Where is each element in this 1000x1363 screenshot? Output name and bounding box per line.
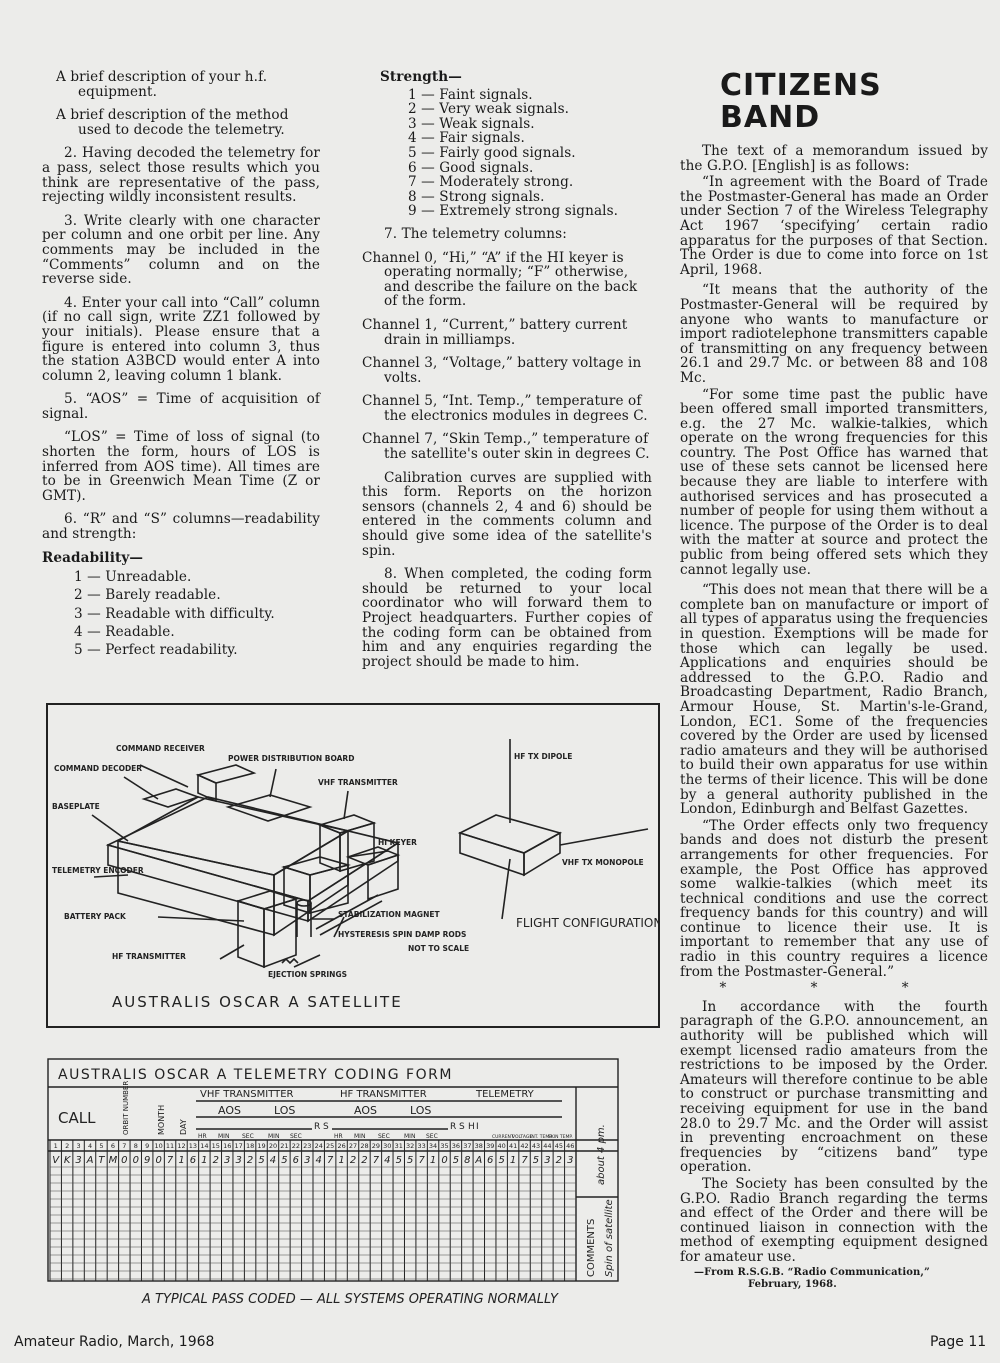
form-entry-char: 5 — [452, 1155, 460, 1166]
form-entry-char: 0 — [155, 1155, 162, 1166]
list-item: 3 — Readable with difficulty. — [74, 605, 275, 622]
satellite-drawing — [48, 705, 658, 1026]
readability-heading: Readability— — [42, 549, 144, 566]
form-entry-char: 8 — [464, 1155, 471, 1166]
strength-heading: Strength— — [380, 69, 462, 85]
form-entry-char: 2 — [349, 1155, 357, 1166]
form-column-number: 43 — [531, 1142, 541, 1150]
sub-hf-min: MIN — [354, 1133, 366, 1140]
sub-skin-temp: SKIN TEMP. — [548, 1135, 573, 1140]
paragraph: “LOS” = Time of loss of signal (to shorten the form, hours of LOS is inferred from AOS time). All times are to be in Greenwich Mean Time (Z or GMT). — [42, 429, 320, 504]
form-column-number: 33 — [417, 1142, 426, 1150]
list-item: 1 — Faint signals. — [408, 86, 533, 103]
form-entry-char: 0 — [441, 1155, 448, 1166]
form-entry-char: 1 — [429, 1155, 437, 1166]
list-item: 9 — Extremely strong signals. — [408, 203, 619, 220]
form-entry-char: 1 — [338, 1155, 345, 1166]
form-column-number: 24 — [314, 1142, 323, 1150]
sub-los-min: MIN — [268, 1133, 280, 1140]
sub-hf-hr: HR — [334, 1133, 343, 1140]
footer-publication: Amateur Radio, March, 1968 — [14, 1334, 215, 1350]
paragraph: Channel 5, “Int. Temp.,” temperature of the electronics modules in degrees C. — [362, 393, 648, 424]
form-column-number: 10 — [154, 1142, 163, 1150]
paragraph: Calibration curves are supplied with this form. Reports on the horizon sensors (channels 2, 4 and 6) should be entered in the comments column and should give some idea of the satellite's spin. — [362, 469, 652, 559]
form-header-r-hf: R — [450, 1122, 457, 1132]
label-ejection-springs: EJECTION SPRINGS — [268, 970, 348, 979]
form-entry-char: 1 — [201, 1155, 208, 1166]
paragraph: “In agreement with the Board of Trade the Postmaster-General has made an Order under Section 7 of the Wireless Telegraphy Act 1967 ‘specifying’ certain radio apparatus for the purposes of that Section. The Order is due to come into force on 1st April, 1968. — [680, 174, 988, 278]
form-header-vhf: VHF TRANSMITTER — [200, 1089, 294, 1100]
list-item: 5 — Fairly good signals. — [408, 144, 576, 161]
form-entry-char: 1 — [178, 1155, 185, 1166]
form-column-number: 3 — [76, 1142, 81, 1150]
readability-list — [42, 568, 320, 659]
sub-min: MIN — [218, 1133, 230, 1140]
form-column-number: 6 — [110, 1142, 115, 1150]
form-caption: A TYPICAL PASS CODED — ALL SYSTEMS OPERATING NORMALLY — [142, 1292, 558, 1307]
paragraph: 2. Having decoded the telemetry for a pass, select those results which you think are representative of the pass, rejecting wildly inconsistent results. — [42, 145, 320, 206]
paragraph: 7. The telemetry columns: — [384, 225, 567, 242]
form-entry-char: A — [86, 1155, 94, 1166]
sub-current: CURRENT — [492, 1135, 514, 1140]
form-column-number: 7 — [122, 1142, 127, 1150]
sub-hf-los-sec: SEC — [426, 1133, 438, 1140]
form-column-number: 46 — [566, 1142, 575, 1150]
label-command-decoder: COMMAND DECODER — [54, 764, 143, 773]
form-column-number: 31 — [394, 1142, 403, 1150]
sub-hf-los-min: MIN — [404, 1133, 416, 1140]
form-column-number: 17 — [234, 1142, 243, 1150]
form-entry-char: K — [63, 1155, 71, 1166]
form-entry-char: 6 — [292, 1155, 300, 1166]
form-drawing — [46, 1057, 660, 1307]
form-entry-char: 3 — [567, 1155, 574, 1166]
form-column-number: 13 — [188, 1142, 198, 1150]
source-line: February, 1968. — [748, 1278, 837, 1290]
form-column-number: 15 — [211, 1142, 220, 1150]
form-header-r: R — [314, 1122, 321, 1132]
form-header-s-hf: S — [459, 1122, 465, 1132]
sub-hf-sec: SEC — [378, 1133, 390, 1140]
middle-column — [362, 70, 652, 678]
label-power-board: POWER DISTRIBUTION BOARD — [228, 754, 355, 763]
sub-los-sec: SEC — [290, 1133, 302, 1140]
paragraph: 8. When completed, the coding form should be returned to your local coordinator who will forward them to Project headquarters. Further copies of the coding form can be obtained from him and any enquiries regarding the project should be made to him. — [362, 566, 652, 670]
form-column-number: 9 — [145, 1142, 150, 1150]
form-header-s: S — [323, 1122, 329, 1132]
label-baseplate: BASEPLATE — [52, 802, 100, 811]
form-column-number: 42 — [520, 1142, 529, 1150]
form-column-number: 1 — [53, 1142, 58, 1150]
telemetry-coding-form — [46, 1057, 660, 1307]
form-column-number: 4 — [87, 1142, 93, 1150]
sub-hr: HR — [198, 1133, 207, 1140]
list-item: 5 — Perfect readability. — [74, 642, 238, 659]
form-entry-char: T — [98, 1155, 105, 1166]
paragraph: A brief description of your h.f. equipment. — [56, 69, 268, 100]
paragraph: 5. “AOS” = Time of acquisition of signal. — [42, 391, 320, 422]
label-hi-keyer: HI KEYER — [378, 838, 417, 847]
form-column-number: 12 — [177, 1142, 186, 1150]
sub-int-temp: INT. TEMP. — [530, 1135, 553, 1140]
form-column-number: 40 — [497, 1142, 506, 1150]
paragraph: “This does not mean that there will be a complete ban on manufacture or import of all types of apparatus using the frequencies in question. Exemptions will be made for those which can legally be used. Applications and enquiries should be addressed to the G.P.O. Radio and Broadcasting Department, Radio Branch, Armour House, St. Martin's-le-Grand, London, EC1. Some of the frequencies covered by the Order are used by licensed radio amateurs and they will be authorised to build their own apparatus for use within the terms of their licence. This will be done by a general authority published in the London, Edinburgh and Belfast Gazettes. — [680, 582, 988, 818]
form-column-number: 29 — [371, 1142, 381, 1150]
form-entry-char: 2 — [246, 1155, 254, 1166]
paragraph: A brief description of the method used to decode the telemetry. — [56, 107, 289, 138]
form-entry-char: 3 — [235, 1155, 242, 1166]
form-entry-char: 6 — [487, 1155, 494, 1166]
label-telemetry-encoder: TELEMETRY ENCODER — [52, 866, 144, 875]
list-item: 2 — Very weak signals. — [408, 101, 570, 118]
form-entry-char: 5 — [532, 1155, 540, 1166]
form-entry-char: V — [52, 1155, 60, 1166]
form-column-number: 35 — [440, 1142, 449, 1150]
form-entry-char: 5 — [407, 1155, 414, 1166]
label-vhf-transmitter: VHF TRANSMITTER — [318, 778, 398, 787]
sub-voltage: VOLTAGE — [512, 1135, 533, 1140]
source-line: —From R.S.G.B. “Radio Communication,” — [694, 1266, 930, 1278]
form-entry-char: 2 — [555, 1155, 563, 1166]
paragraph: 6. “R” and “S” columns—readability and strength: — [42, 511, 320, 543]
paragraph: In accordance with the fourth paragraph of the G.P.O. announcement, an authority will be published which will exempt licensed radio amateurs from the restrictions to be imposed by the Order. Amateurs will therefore continue to be able to construct or purchase transmitting and receiving equipment for use in the band 28.0 to 29.7 Mc. and the Order will assist in preventing encroachment on these frequencies by “citizens band” type operation. — [680, 998, 988, 1176]
form-column-number: 28 — [360, 1142, 369, 1150]
footer-page-number: Page 11 — [930, 1334, 987, 1350]
form-column-number: 37 — [463, 1142, 472, 1150]
form-entry-char: 7 — [372, 1155, 380, 1166]
strength-list — [362, 88, 652, 219]
form-entry-char: 2 — [212, 1155, 219, 1166]
form-header-orbit: ORBIT NUMBER — [122, 1080, 130, 1135]
sub-sec: SEC — [242, 1133, 254, 1140]
paragraph: 4. Enter your call into “Call” column (if no call sign, write ZZ1 followed by your initials). Please ensure that a figure is entered into column 3, thus the station A3BCD would enter A into column 2, leaving column 1 blank. — [42, 294, 320, 384]
form-header-telemetry: TELEMETRY — [476, 1089, 534, 1100]
paragraph: Channel 1, “Current,” battery current drain in milliamps. — [362, 316, 628, 348]
paragraph: “The Order effects only two frequency bands and does not disturb the present arrangements for other frequencies. For example, the Post Office has approved some walkie-talkies (which meet its technical conditions and use the correct frequency bands for this country) and will continue to licence their use. It is important to remember that any use of radio in this country requires a licence from the Postmaster-General.” — [680, 817, 988, 980]
form-column-number: 11 — [165, 1142, 175, 1150]
form-column-number: 21 — [280, 1142, 289, 1150]
paragraph: “It means that the authority of the Postmaster-General will be required by anyone who wants to manufacture or import radiotelephone transmitters capable of transmitting on any frequency between 26.1 and 29.7 Mc. or between 88 and 108 Mc. — [680, 282, 988, 386]
list-item: 7 — Moderately strong. — [408, 174, 574, 191]
list-item: 4 — Fair signals. — [408, 130, 525, 147]
form-header-day: DAY — [179, 1119, 188, 1135]
form-column-number: 41 — [508, 1142, 518, 1150]
form-column-number: 2 — [65, 1142, 70, 1150]
label-command-receiver: COMMAND RECEIVER — [116, 744, 205, 753]
form-column-number: 14 — [200, 1142, 209, 1150]
form-entry-char: 3 — [224, 1155, 231, 1166]
form-column-number: 25 — [326, 1142, 335, 1150]
form-title: AUSTRALIS OSCAR A TELEMETRY CODING FORM — [58, 1067, 453, 1083]
form-header-h: H — [468, 1122, 475, 1132]
form-header-hf: HF TRANSMITTER — [340, 1089, 427, 1100]
form-comment-entry: Spin of satellite — [604, 1199, 615, 1277]
form-column-number: 30 — [383, 1142, 392, 1150]
section-divider: * * * — [719, 980, 949, 997]
list-item: 6 — Good signals. — [408, 159, 534, 176]
list-item: 3 — Weak signals. — [408, 115, 535, 132]
form-header-los: LOS — [274, 1104, 296, 1117]
form-column-number: 38 — [474, 1142, 483, 1150]
paragraph: 3. Write clearly with one character per column and one orbit per line. Any comments may be included in the “Comments” column and on the reverse side. — [42, 212, 320, 288]
form-entry-char: 7 — [326, 1155, 334, 1166]
form-entry-char: 7 — [418, 1155, 425, 1166]
form-entry-char: 7 — [521, 1155, 528, 1166]
form-entry-char: 5 — [498, 1155, 505, 1166]
form-entry-char: 5 — [395, 1155, 402, 1166]
form-entry-char: 3 — [304, 1155, 311, 1166]
form-column-number: 18 — [245, 1142, 255, 1150]
label-hf-transmitter: HF TRANSMITTER — [112, 952, 186, 961]
form-entry-char: 0 — [121, 1155, 128, 1166]
form-entry-char: 1 — [509, 1155, 517, 1166]
label-battery-pack: BATTERY PACK — [64, 912, 126, 921]
satellite-figure — [46, 703, 660, 1028]
form-entry-char: M — [108, 1155, 118, 1166]
form-column-number: 44 — [543, 1142, 552, 1150]
form-header-month: MONTH — [157, 1104, 166, 1135]
form-entry-char: 3 — [544, 1155, 551, 1166]
form-column-number: 5 — [99, 1142, 104, 1150]
list-item: 4 — Readable. — [74, 623, 175, 640]
satellite-caption: AUSTRALIS OSCAR A SATELLITE — [112, 993, 403, 1011]
form-column-number: 20 — [268, 1142, 278, 1150]
left-column — [42, 70, 320, 659]
paragraph: The text of a memorandum issued by the G.P.O. [English] is as follows: — [680, 143, 988, 174]
form-entry-char: 2 — [361, 1155, 368, 1166]
paragraph: Channel 7, “Skin Temp.,” temperature of the satellite's outer skin in degrees C. — [362, 431, 650, 463]
form-column-number: 22 — [291, 1142, 300, 1150]
form-column-number: 19 — [257, 1142, 266, 1150]
form-note: about 4 pm. — [596, 1124, 607, 1185]
label-stabilization-magnet: STABILIZATION MAGNET — [338, 910, 440, 919]
form-column-number: 34 — [428, 1142, 438, 1150]
paragraph: Channel 3, “Voltage,” battery voltage in volts. — [362, 355, 642, 386]
label-hysteresis: HYSTERESIS SPIN DAMP RODS — [338, 930, 467, 939]
form-header-i: I — [476, 1122, 479, 1132]
form-entry-char: 4 — [384, 1155, 391, 1166]
form-entry-char: 7 — [166, 1155, 174, 1166]
list-item: 8 — Strong signals. — [408, 188, 545, 205]
form-entry-char: 0 — [132, 1155, 139, 1166]
paragraph: “For some time past the public have been offered small imported transmitters, e.g. the 27 Mc. walkie-talkies, which operate on the wrong frequencies for this country. The Post Office has warned that use of these sets cannot be licensed here because they are liable to interfere with authorised services and has prosecuted a number of people for using them without a licence. The purpose of the Order is to deal with the matter at source and protect the public from being offered sets which they cannot legally use. — [680, 386, 988, 578]
form-header-call: CALL — [58, 1109, 96, 1127]
form-entry-char: 4 — [269, 1155, 277, 1166]
form-entry-char: 5 — [258, 1155, 265, 1166]
article-headline: CITIZENS BAND — [720, 68, 882, 135]
form-entry-char: 5 — [281, 1155, 288, 1166]
label-hf-dipole: HF TX DIPOLE — [514, 752, 573, 761]
form-entry-char: 6 — [189, 1155, 197, 1166]
form-column-number: 32 — [406, 1142, 415, 1150]
form-column-number: 45 — [554, 1142, 563, 1150]
paragraph: Channel 0, “Hi,” “A” if the HI keyer is operating normally; “F” otherwise, and describe the failure on the back of the form. — [362, 249, 638, 310]
form-column-number: 36 — [451, 1142, 461, 1150]
label-vhf-monopole: VHF TX MONOPOLE — [562, 858, 644, 867]
form-header-aos-hf: AOS — [354, 1104, 377, 1117]
form-comments-header: COMMENTS — [586, 1218, 597, 1277]
paragraph: The Society has been consulted by the G.P.O. Radio Branch regarding the terms and effect of the Order and there will be continued liaison in connection with the method of exempting equipment designed for amateur use. — [680, 1175, 988, 1265]
label-not-to-scale: NOT TO SCALE — [408, 944, 470, 953]
form-column-number: 16 — [223, 1142, 232, 1150]
form-column-number: 26 — [337, 1142, 346, 1150]
form-entry-char: 3 — [75, 1155, 82, 1166]
list-item: 1 — Unreadable. — [74, 569, 192, 586]
form-column-number: 39 — [486, 1142, 495, 1150]
form-header-aos: AOS — [218, 1104, 241, 1117]
label-flight-configuration: FLIGHT CONFIGURATION — [516, 916, 658, 930]
form-column-number: 8 — [133, 1142, 138, 1150]
form-entry-char: 9 — [144, 1155, 151, 1166]
form-column-number: 23 — [303, 1142, 312, 1150]
form-header-los-hf: LOS — [410, 1104, 432, 1117]
right-column — [680, 70, 988, 1291]
form-entry-char: A — [475, 1155, 483, 1166]
form-column-number: 27 — [348, 1142, 358, 1150]
list-item: 2 — Barely readable. — [74, 587, 221, 604]
form-entry-char: 4 — [315, 1155, 322, 1166]
